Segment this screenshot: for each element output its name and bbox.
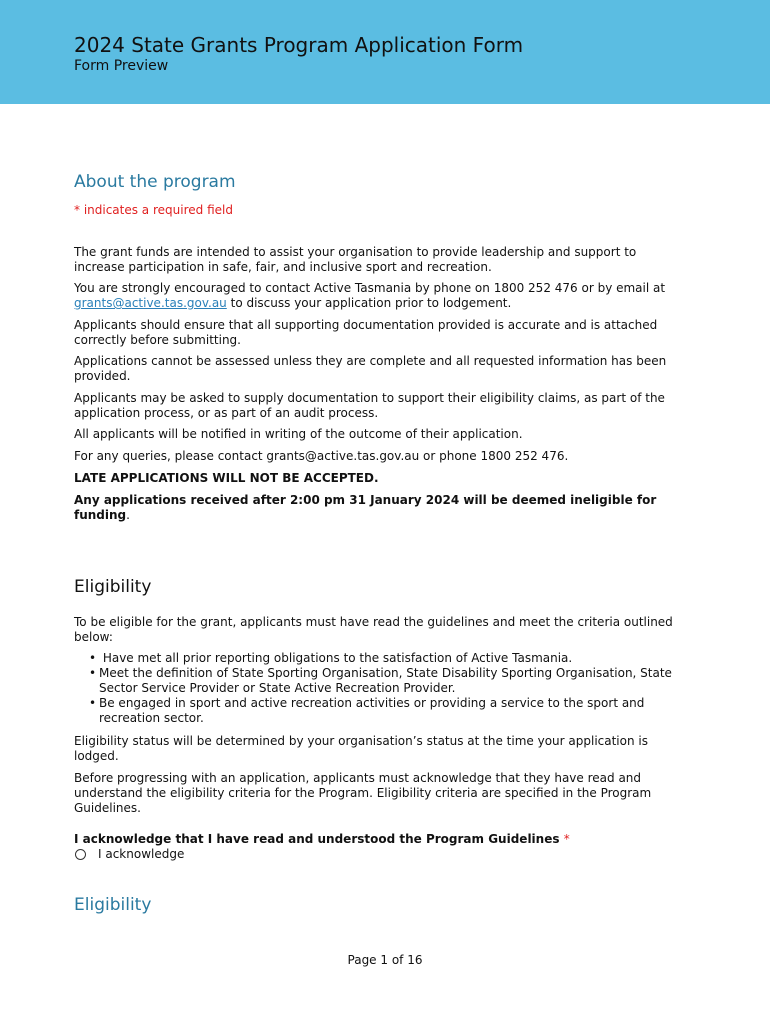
acknowledge-question-text: I acknowledge that I have read and understood the Program Guidelines <box>74 832 560 846</box>
eligibility-criteria-list <box>74 651 684 726</box>
form-header <box>0 0 770 104</box>
about-paragraph-5: Applicants may be asked to supply documentation to support their eligibility claims, as part of the application process, or as part of an audit process. <box>74 391 665 420</box>
list-item-text: Have met all prior reporting obligations to the satisfaction of Active Tasmania. <box>99 651 573 665</box>
form-title: 2024 State Grants Program Application Form <box>74 33 524 57</box>
section-heading-eligibility: Eligibility <box>74 577 152 597</box>
deadline-end: . <box>126 508 130 522</box>
list-item <box>74 651 684 666</box>
list-item <box>74 666 684 696</box>
section-heading-eligibility-2: Eligibility <box>74 895 152 915</box>
eligibility-intro: To be eligible for the grant, applicants must have read the guidelines and meet the criteria outlined below: <box>74 615 673 644</box>
bullet-icon: • <box>89 696 97 710</box>
eligibility-status: Eligibility status will be determined by your organisation’s status at the time your application is lodged. <box>74 734 648 763</box>
about-paragraph-2 <box>74 281 684 311</box>
list-item-text: Meet the definition of State Sporting Organisation, State Disability Sporting Organisation, State Sector Service Provider or State Active Recreation Provider. <box>99 666 672 695</box>
about-paragraph-3: Applicants should ensure that all supporting documentation provided is accurate and is attached correctly before submitting. <box>74 318 658 347</box>
deadline-notice <box>74 493 684 523</box>
required-asterisk: * <box>563 832 570 846</box>
acknowledge-option[interactable] <box>74 847 184 862</box>
about-paragraph-7: For any queries, please contact grants@active.tas.gov.au or phone 1800 252 476. <box>74 449 569 463</box>
eligibility-progress: Before progressing with an application, applicants must acknowledge that they have read and understand the eligibility criteria for the Program. Eligibility criteria are specified in the Program Guidelines. <box>74 771 652 815</box>
section-heading-about: About the program <box>74 172 236 192</box>
acknowledge-option-label: I acknowledge <box>98 847 185 861</box>
deadline-text: Any applications received after 2:00 pm 31 January 2024 will be deemed ineligible for funding <box>74 493 657 522</box>
about-paragraph-2-text: You are strongly encouraged to contact Active Tasmania by phone on 1800 252 476 or by email at <box>74 281 666 295</box>
grants-email-link[interactable]: grants@active.tas.gov.au <box>74 296 227 310</box>
bullet-icon: • <box>89 666 97 680</box>
about-paragraph-1: The grant funds are intended to assist your organisation to provide leadership and support to increase participation in safe, fair, and inclusive sport and recreation. <box>74 245 637 274</box>
list-item <box>74 696 684 726</box>
about-paragraph-2-end: to discuss your application prior to lodgement. <box>226 296 512 310</box>
bullet-icon: • <box>89 651 97 665</box>
form-subtitle: Form Preview <box>74 58 169 74</box>
about-paragraph-4: Applications cannot be assessed unless they are complete and all requested information has been provided. <box>74 354 667 383</box>
list-item-text: Be engaged in sport and active recreation activities or providing a service to the sport and recreation sector. <box>99 696 645 725</box>
late-applications-notice: LATE APPLICATIONS WILL NOT BE ACCEPTED. <box>74 471 379 485</box>
about-paragraph-6: All applicants will be notified in writing of the outcome of their application. <box>74 427 523 441</box>
acknowledge-radio[interactable] <box>75 849 86 860</box>
page-number: Page 1 of 16 <box>347 953 423 967</box>
required-note: * indicates a required field <box>74 203 233 217</box>
acknowledge-question <box>74 832 684 847</box>
